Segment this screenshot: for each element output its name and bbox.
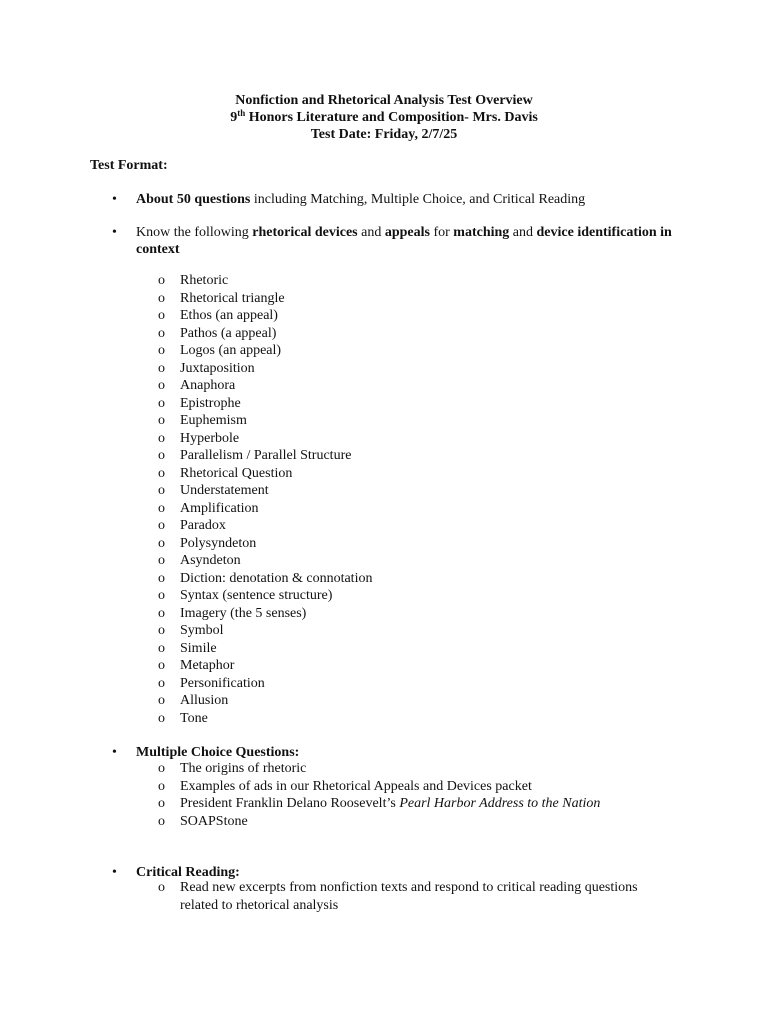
critical-reading-title: Critical Reading: (136, 865, 240, 880)
list-item: o Amplification (158, 500, 259, 516)
critical-reading-list (158, 879, 678, 914)
list-item: o Diction: denotation & connotation (158, 570, 373, 586)
list-item: o The origins of rhetoric (158, 761, 307, 776)
test-format-label: Test Format: (90, 158, 168, 173)
list-item: o Rhetorical Question (158, 465, 293, 481)
list-item: o Symbol (158, 623, 224, 638)
list-item: o Tone (158, 710, 208, 726)
list-item: o Asyndeton (158, 553, 241, 568)
list-item: o Metaphor (158, 658, 235, 673)
bullet-dot: • (112, 745, 117, 760)
list-item: o Logos (an appeal) (158, 343, 282, 358)
list-item: o Pathos (a appeal) (158, 325, 277, 341)
list-item: o Simile (158, 640, 217, 656)
list-item: o Euphemism (158, 413, 247, 428)
list-item: o Personification (158, 675, 265, 691)
rhetorical-devices-list (158, 272, 678, 727)
header-test-date: Test Date: Friday, 2/7/25 (310, 127, 458, 142)
multiple-choice-list (158, 760, 678, 830)
list-item: o Paradox (158, 518, 226, 533)
header-course: 9th Honors Literature and Composition- Mrs. Davis (230, 108, 538, 125)
list-item: o Syntax (sentence structure) (158, 588, 333, 603)
list-item: o Juxtaposition (158, 360, 255, 376)
list-item: o Read new excerpts from nonfiction texts and respond to critical reading questions related to rhetorical analysis (158, 880, 638, 913)
list-item: o SOAPStone (158, 813, 248, 829)
list-item: o Hyperbole (158, 430, 240, 446)
list-item: o Parallelism / Parallel Structure (158, 448, 352, 463)
bullet-dot: • (112, 865, 117, 880)
list-item: o Epistrophe (158, 395, 241, 411)
list-item: o Ethos (an appeal) (158, 308, 278, 323)
list-item: o Examples of ads in our Rhetorical Appeals and Devices packet (158, 778, 532, 794)
list-item: o Allusion (158, 693, 229, 708)
list-item: o President Franklin Delano Roosevelt’s Pearl Harbor Address to the Nation (158, 796, 601, 811)
list-item: o Anaphora (158, 378, 236, 393)
multiple-choice-title: Multiple Choice Questions: (136, 745, 300, 760)
list-item: o Imagery (the 5 senses) (158, 605, 307, 621)
list-item: o Understatement (158, 483, 269, 498)
header-title: Nonfiction and Rhetorical Analysis Test Overview (235, 93, 533, 108)
list-item: o Polysyndeton (158, 535, 257, 551)
bullet-dot: • (112, 225, 117, 240)
bullet-question-count: • About 50 questions including Matching, Multiple Choice, and Critical Reading (112, 192, 586, 207)
bullet-dot: • (112, 192, 117, 207)
speech-title: Pearl Harbor Address to the Nation (399, 796, 601, 811)
list-item: o Rhetoric (158, 273, 229, 288)
bullet-devices-intro: • Know the following rhetorical devices and appeals for matching and device identification in context (112, 225, 672, 257)
document-header (0, 92, 768, 143)
bullet-multiple-choice (112, 744, 672, 761)
list-item: o Rhetorical triangle (158, 290, 285, 306)
